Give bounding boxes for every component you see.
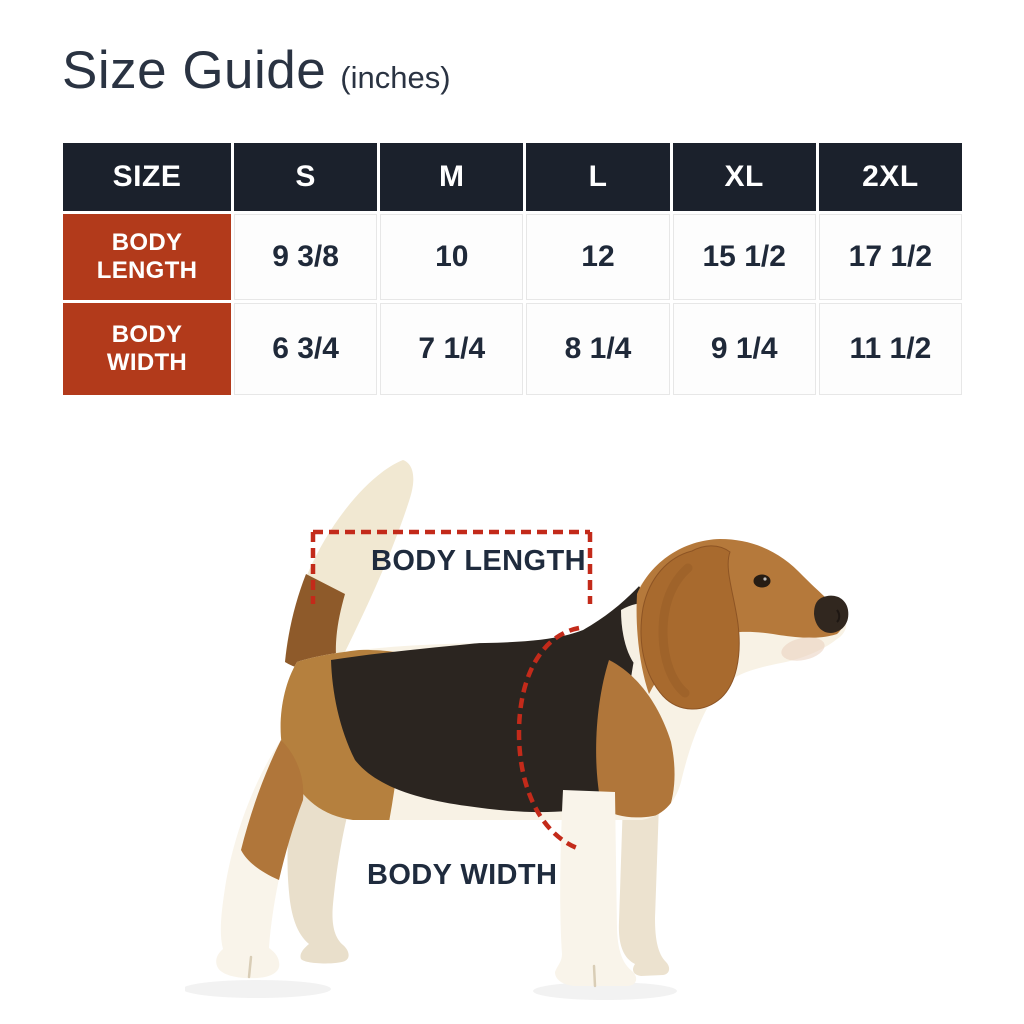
size-value: 9 3/8 <box>234 214 377 300</box>
column-header-xl: XL <box>673 143 816 211</box>
size-value: 10 <box>380 214 523 300</box>
dog-nose <box>814 596 848 633</box>
column-header-size: SIZE <box>63 143 231 211</box>
size-value: 12 <box>526 214 669 300</box>
size-value: 6 3/4 <box>234 303 377 395</box>
size-value: 7 1/4 <box>380 303 523 395</box>
row-label-body-length: BODY LENGTH <box>63 214 231 300</box>
body-length-label: BODY LENGTH <box>371 545 586 577</box>
size-value: 15 1/2 <box>673 214 816 300</box>
dog-far-front-leg <box>619 800 669 976</box>
dog-eye <box>754 575 771 588</box>
column-header-m: M <box>380 143 523 211</box>
page-title-unit: (inches) <box>340 60 451 95</box>
size-value: 17 1/2 <box>819 214 962 300</box>
beagle-illustration <box>185 460 848 1000</box>
row-label-body-width: BODY WIDTH <box>63 303 231 395</box>
column-header-l: L <box>526 143 669 211</box>
column-header-s: S <box>234 143 377 211</box>
size-table <box>63 143 962 395</box>
page-title <box>62 40 451 101</box>
beagle-dog-photo <box>185 452 865 1024</box>
page-title-text: Size Guide <box>62 41 327 100</box>
size-value: 8 1/4 <box>526 303 669 395</box>
size-value: 9 1/4 <box>673 303 816 395</box>
size-value: 11 1/2 <box>819 303 962 395</box>
body-width-label: BODY WIDTH <box>367 859 558 891</box>
column-header-2xl: 2XL <box>819 143 962 211</box>
